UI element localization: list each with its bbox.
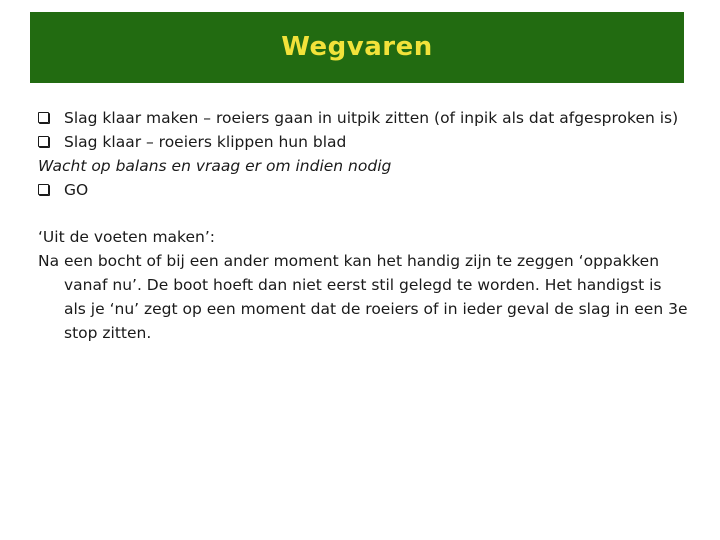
section-heading: ‘Uit de voeten maken’: [38,228,215,246]
checkbox-square-icon [38,136,49,147]
spacer [38,202,688,225]
checkbox-square-icon [38,112,49,123]
list-item-text: Slag klaar – roeiers klippen hun blad [64,133,347,151]
italic-note: Wacht op balans en vraag er om indien nodig [38,157,392,175]
list-item [38,106,688,130]
checkbox-square-icon [38,184,49,195]
list-item [38,130,688,154]
list-item [38,178,688,202]
section-paragraph: Na een bocht of bij een ander moment kan het handig zijn te zeggen ‘oppakken vanaf nu’. De boot hoeft dan niet eerst stil gelegd te worden. Het handigst is als je ‘nu’ zegt op een moment dat de roeiers of in ieder geval de slag in een 3e stop zitten. [38,252,688,342]
list-item-text: GO [64,181,89,199]
list-item-text: Slag klaar maken – roeiers gaan in uitpik zitten (of inpik als dat afgesproken is) [64,109,679,127]
page-title: Wegvaren [281,31,433,62]
slide-content [38,106,688,345]
title-banner [30,12,684,83]
